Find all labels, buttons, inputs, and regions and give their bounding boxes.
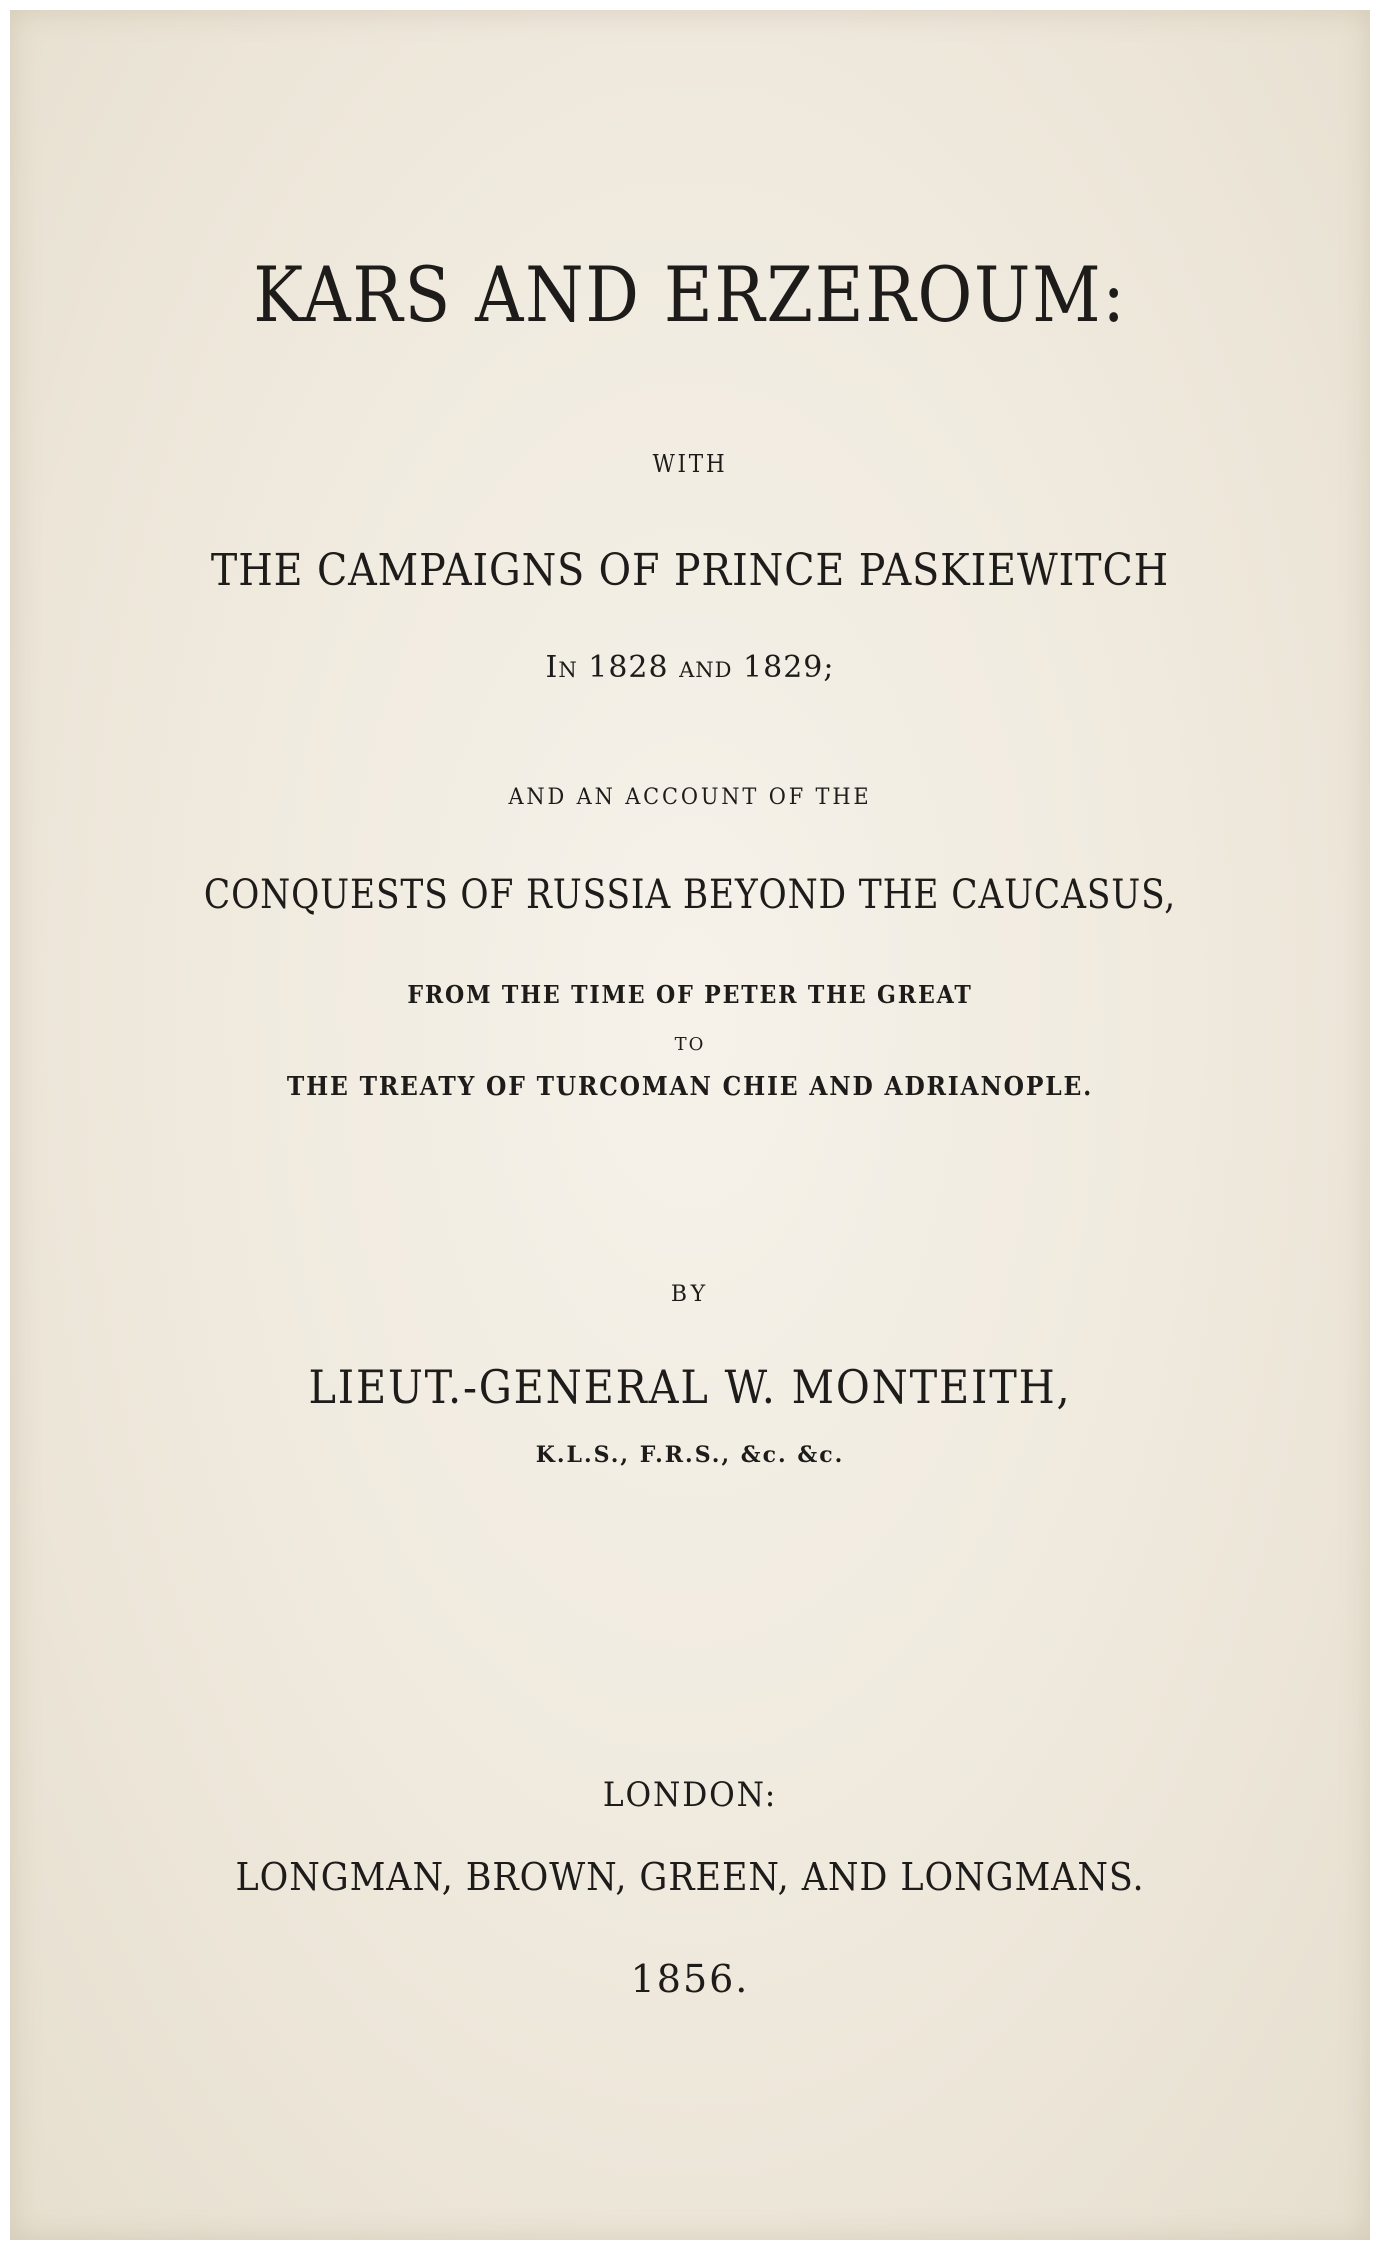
subtitle-to: TO xyxy=(674,1034,706,1055)
title-page xyxy=(10,10,1370,2240)
subtitle-treaty: THE TREATY OF TURCOMAN CHIE AND ADRIANOPLE. xyxy=(286,1072,1094,1102)
imprint-publisher: LONGMAN, BROWN, GREEN, AND LONGMANS. xyxy=(235,1855,1145,1899)
book-title: KARS AND ERZEROUM: xyxy=(253,250,1127,339)
imprint-year: 1856. xyxy=(630,1957,750,2001)
subtitle-account: AND AN ACCOUNT OF THE xyxy=(508,785,872,810)
subtitle-campaigns: THE CAMPAIGNS OF PRINCE PASKIEWITCH xyxy=(210,545,1170,596)
author-honors: K.L.S., F.R.S., &c. &c. xyxy=(535,1442,845,1468)
author-name: LIEUT.-GENERAL W. MONTEITH, xyxy=(308,1360,1072,1414)
byline-by: BY xyxy=(670,1282,710,1307)
subtitle-years: In 1828 and 1829; xyxy=(545,650,835,685)
imprint-city: LONDON: xyxy=(602,1775,778,1815)
subtitle-from: FROM THE TIME OF PETER THE GREAT xyxy=(407,980,973,1009)
subtitle-conquests: CONQUESTS OF RUSSIA BEYOND THE CAUCASUS, xyxy=(203,872,1177,918)
subtitle-with: WITH xyxy=(652,450,728,478)
